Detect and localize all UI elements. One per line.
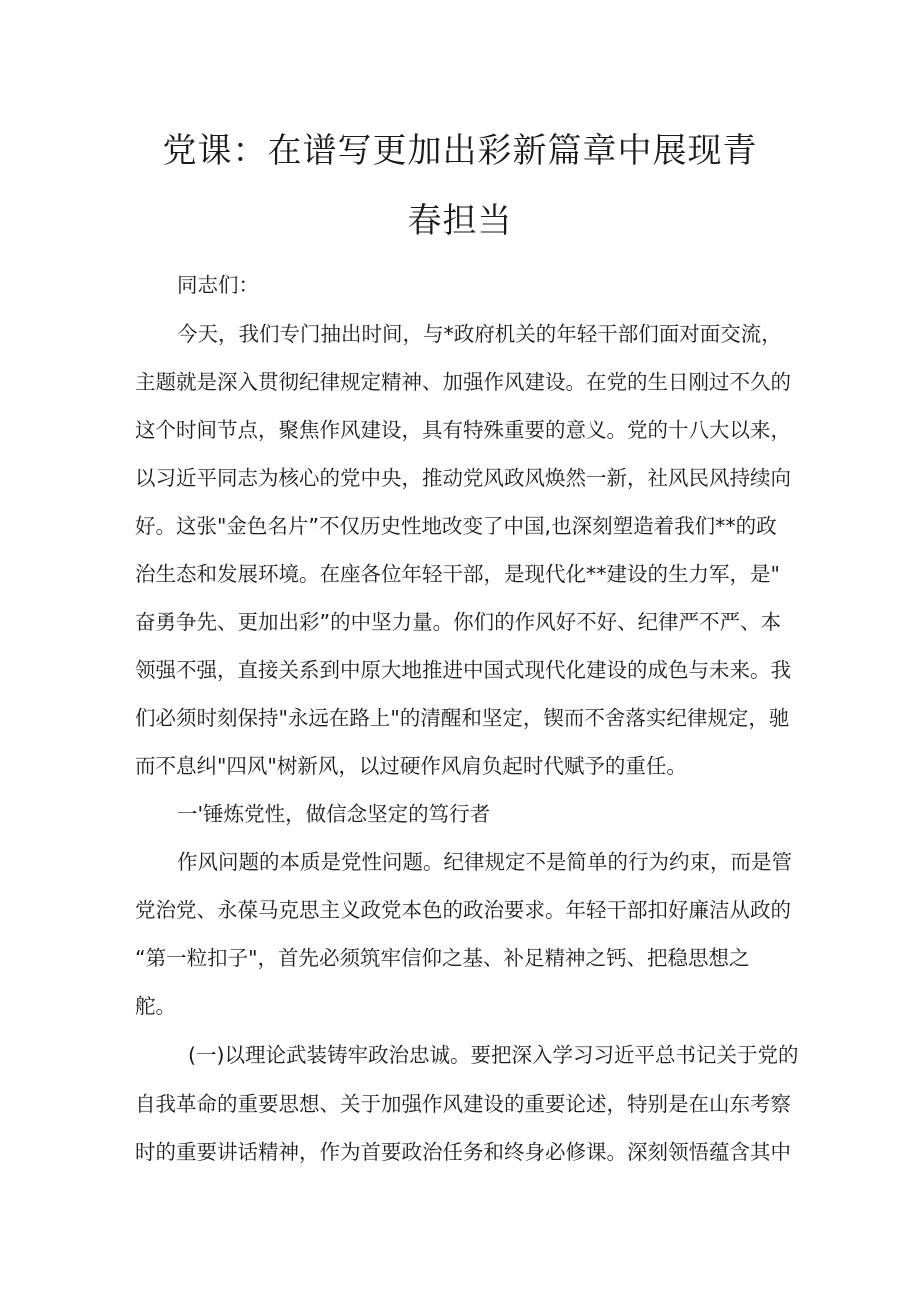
document-title-line-1: 党课：在谱写更加出彩新篇章中展现青: [162, 131, 758, 171]
paragraph-1-line-8: 领强不强，直接关系到中原大地推进中国式现代化建设的成色与未来。我: [135, 658, 791, 682]
paragraph-3-line-3: 时的重要讲话精神，作为首要政治任务和终身必修课。深刻领悟蕴含其中: [135, 1140, 791, 1164]
paragraph-1-line-2: 主题就是深入贯彻纪律规定精神、加强作风建设。在党的生日刚过不久的: [135, 370, 791, 394]
section-heading-1: 一'锤炼党性，做信念坚定的笃行者: [177, 802, 491, 826]
salutation: 同志们：: [177, 273, 259, 297]
paragraph-1-line-6: 治生态和发展环境。在座各位年轻干部，是现代化**建设的生力军，是": [135, 562, 780, 586]
paragraph-2-line-1: 作风问题的本质是党性问题。纪律规定不是简单的行为约束，而是管: [177, 850, 792, 874]
paragraph-2-line-4: 舵。: [135, 994, 176, 1018]
paragraph-3-line-1: (一)以理论武装铸牢政治忠诚。要把深入学习习近平总书记关于党的: [188, 1043, 799, 1067]
document-title-line-2: 春担当: [407, 201, 513, 241]
paragraph-2-line-2: 党治党、永葆马克思主义政党本色的政治要求。年轻干部扣好廉洁从政的: [135, 898, 791, 922]
paragraph-1-line-7: 奋勇争先、更加出彩”的中坚力量。你们的作风好不好、纪律严不严、本: [135, 610, 782, 634]
paragraph-1-line-4: 以习近平同志为核心的党中央，推动党风政风焕然一新，社风民风持续向: [135, 466, 791, 490]
paragraph-2-line-3: “第一粒扣子"，首先必须筑牢信仰之基、补足精神之钙、把稳思想之: [135, 946, 750, 970]
paragraph-3-line-2: 自我革命的重要思想、关于加强作风建设的重要论述，特别是在山东考察: [135, 1092, 791, 1116]
paragraph-1-line-9: 们必须时刻保持"永远在路上"的清醒和坚定，锲而不舍落实纪律规定，驰: [135, 706, 790, 730]
paragraph-1-line-5: 好。这张"金色名片”不仅历史性地改变了中国,也深刻塑造着我们**的政: [135, 514, 777, 538]
paragraph-1-line-10: 而不息纠"四风"树新风，以过硬作风肩负起时代赋予的重任。: [135, 754, 687, 778]
paragraph-1-line-3: 这个时间节点，聚焦作风建设，具有特殊重要的意义。党的十八大以来，: [135, 418, 791, 442]
paragraph-1-line-1: 今天，我们专门抽出时间，与*政府机关的年轻干部们面对面交流，: [177, 322, 782, 346]
